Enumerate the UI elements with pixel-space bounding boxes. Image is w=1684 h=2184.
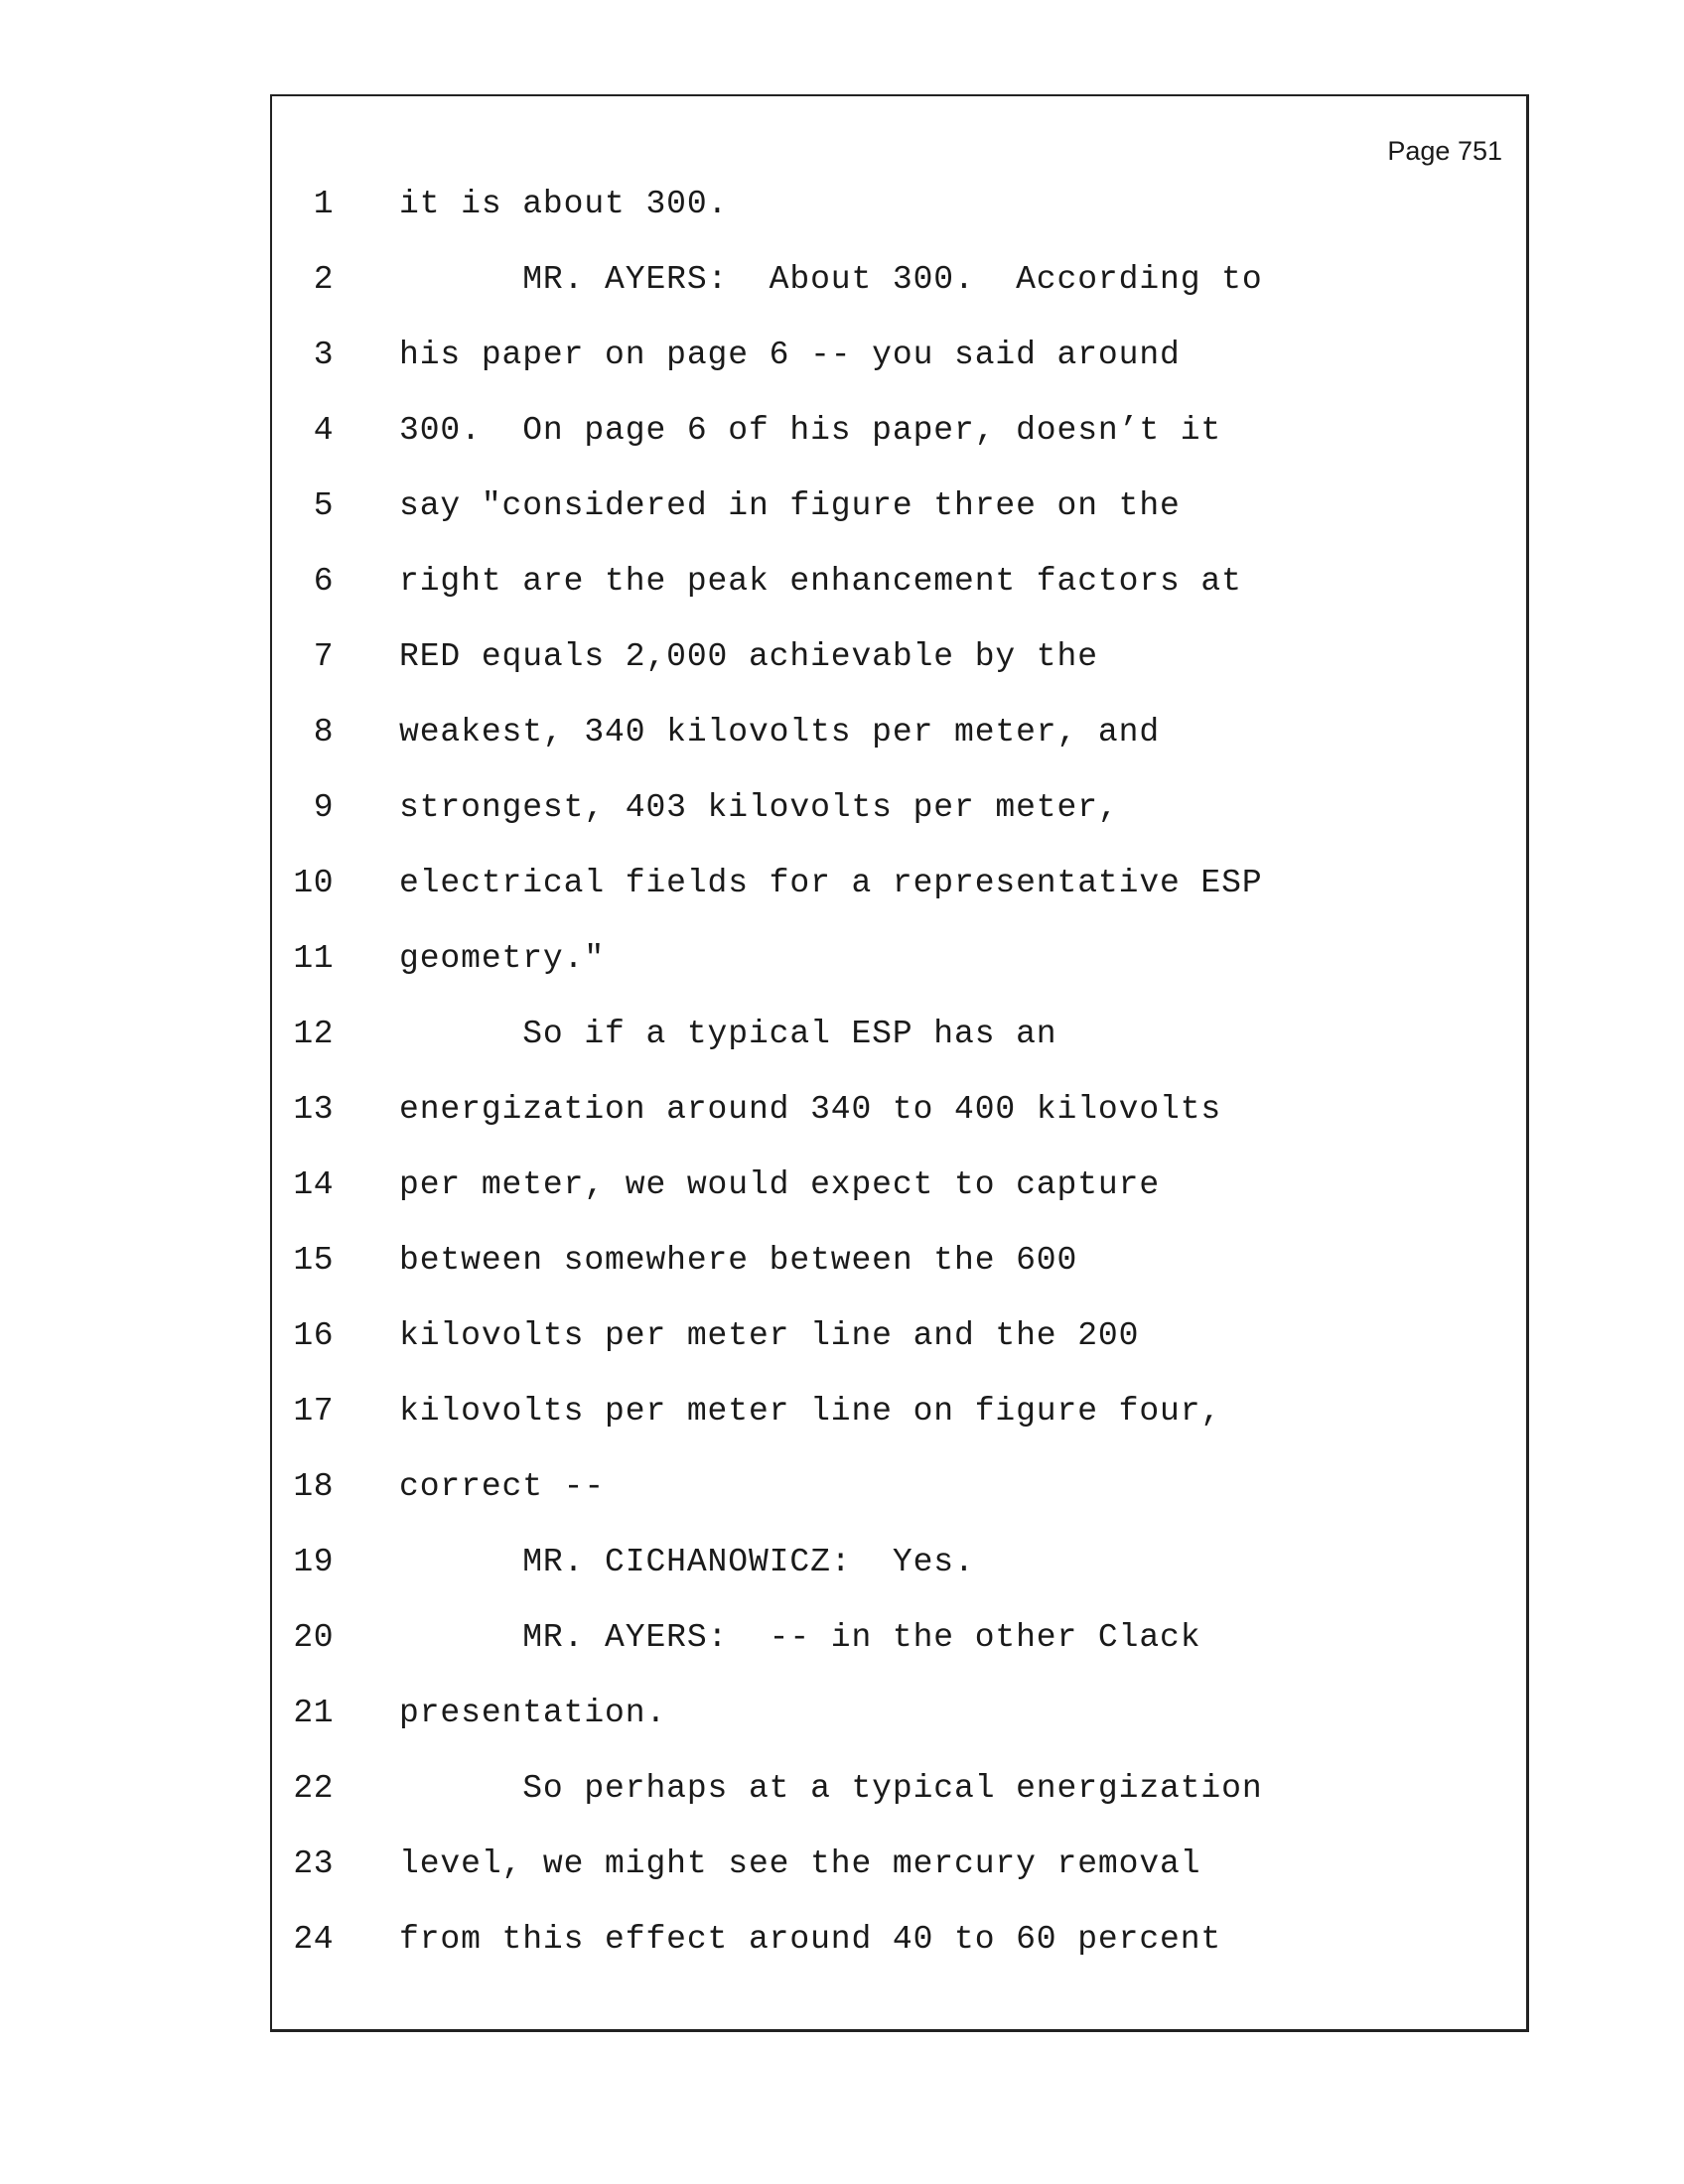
transcript-line xyxy=(272,1071,1526,1147)
transcript-line xyxy=(272,769,1526,845)
transcript-line xyxy=(272,392,1526,468)
line-text: kilovolts per meter line and the 200 xyxy=(399,1316,1140,1354)
line-number: 11 xyxy=(293,939,334,977)
line-number: 14 xyxy=(293,1165,334,1203)
line-text: MR. AYERS: About 300. According to xyxy=(399,260,1263,298)
line-text: say "considered in figure three on the xyxy=(399,486,1181,524)
line-text: it is about 300. xyxy=(399,185,729,222)
transcript-line xyxy=(272,618,1526,694)
line-number: 19 xyxy=(293,1543,334,1580)
transcript-line xyxy=(272,1901,1526,1977)
line-number: 5 xyxy=(313,486,334,524)
transcript-line xyxy=(272,1373,1526,1448)
transcript-line xyxy=(272,996,1526,1071)
line-number: 7 xyxy=(313,637,334,675)
line-number: 13 xyxy=(293,1090,334,1128)
line-text: electrical fields for a representative ESP xyxy=(399,864,1263,901)
line-number: 17 xyxy=(293,1392,334,1430)
line-text: from this effect around 40 to 60 percent xyxy=(399,1920,1222,1958)
page-number: Page 751 xyxy=(1387,136,1502,166)
line-number: 1 xyxy=(313,185,334,222)
line-text: 300. On page 6 of his paper, doesn’t it xyxy=(399,411,1222,449)
transcript-line xyxy=(272,468,1526,543)
line-text: kilovolts per meter line on figure four, xyxy=(399,1392,1222,1430)
line-number: 2 xyxy=(313,260,334,298)
line-text: correct -- xyxy=(399,1467,606,1505)
line-text: presentation. xyxy=(399,1694,667,1731)
line-text: MR. AYERS: -- in the other Clack xyxy=(399,1618,1201,1656)
line-text: weakest, 340 kilovolts per meter, and xyxy=(399,713,1161,751)
transcript-line xyxy=(272,241,1526,317)
line-text: level, we might see the mercury removal xyxy=(399,1844,1201,1882)
line-number: 23 xyxy=(293,1844,334,1882)
transcript-line xyxy=(272,920,1526,996)
transcript-line xyxy=(272,166,1526,241)
line-number: 20 xyxy=(293,1618,334,1656)
line-text: RED equals 2,000 achievable by the xyxy=(399,637,1098,675)
line-text: right are the peak enhancement factors at xyxy=(399,562,1242,600)
line-number: 16 xyxy=(293,1316,334,1354)
line-text: between somewhere between the 600 xyxy=(399,1241,1078,1279)
transcript-line xyxy=(272,1675,1526,1750)
line-number: 21 xyxy=(293,1694,334,1731)
transcript-line xyxy=(272,1750,1526,1826)
line-number: 22 xyxy=(293,1769,334,1807)
line-number: 8 xyxy=(313,713,334,751)
transcript-line xyxy=(272,1147,1526,1222)
transcript-line xyxy=(272,1524,1526,1599)
line-number: 18 xyxy=(293,1467,334,1505)
line-number: 24 xyxy=(293,1920,334,1958)
line-text: per meter, we would expect to capture xyxy=(399,1165,1161,1203)
line-number: 9 xyxy=(313,788,334,826)
line-text: strongest, 403 kilovolts per meter, xyxy=(399,788,1119,826)
line-number: 3 xyxy=(313,336,334,373)
transcript-line xyxy=(272,317,1526,392)
line-text: So perhaps at a typical energization xyxy=(399,1769,1263,1807)
line-text: geometry." xyxy=(399,939,606,977)
transcript-line xyxy=(272,1599,1526,1675)
line-text: MR. CICHANOWICZ: Yes. xyxy=(399,1543,975,1580)
transcript-line xyxy=(272,845,1526,920)
transcript-line xyxy=(272,1448,1526,1524)
transcript-line xyxy=(272,1222,1526,1297)
line-number: 10 xyxy=(293,864,334,901)
transcript-line xyxy=(272,543,1526,618)
transcript-page xyxy=(270,94,1529,2032)
line-number: 6 xyxy=(313,562,334,600)
line-text: his paper on page 6 -- you said around xyxy=(399,336,1181,373)
transcript-line xyxy=(272,1826,1526,1901)
transcript-line xyxy=(272,1297,1526,1373)
line-text: energization around 340 to 400 kilovolts xyxy=(399,1090,1222,1128)
transcript-line xyxy=(272,694,1526,769)
line-number: 4 xyxy=(313,411,334,449)
line-number: 12 xyxy=(293,1015,334,1052)
transcript-lines xyxy=(272,166,1526,1977)
line-number: 15 xyxy=(293,1241,334,1279)
line-text: So if a typical ESP has an xyxy=(399,1015,1057,1052)
